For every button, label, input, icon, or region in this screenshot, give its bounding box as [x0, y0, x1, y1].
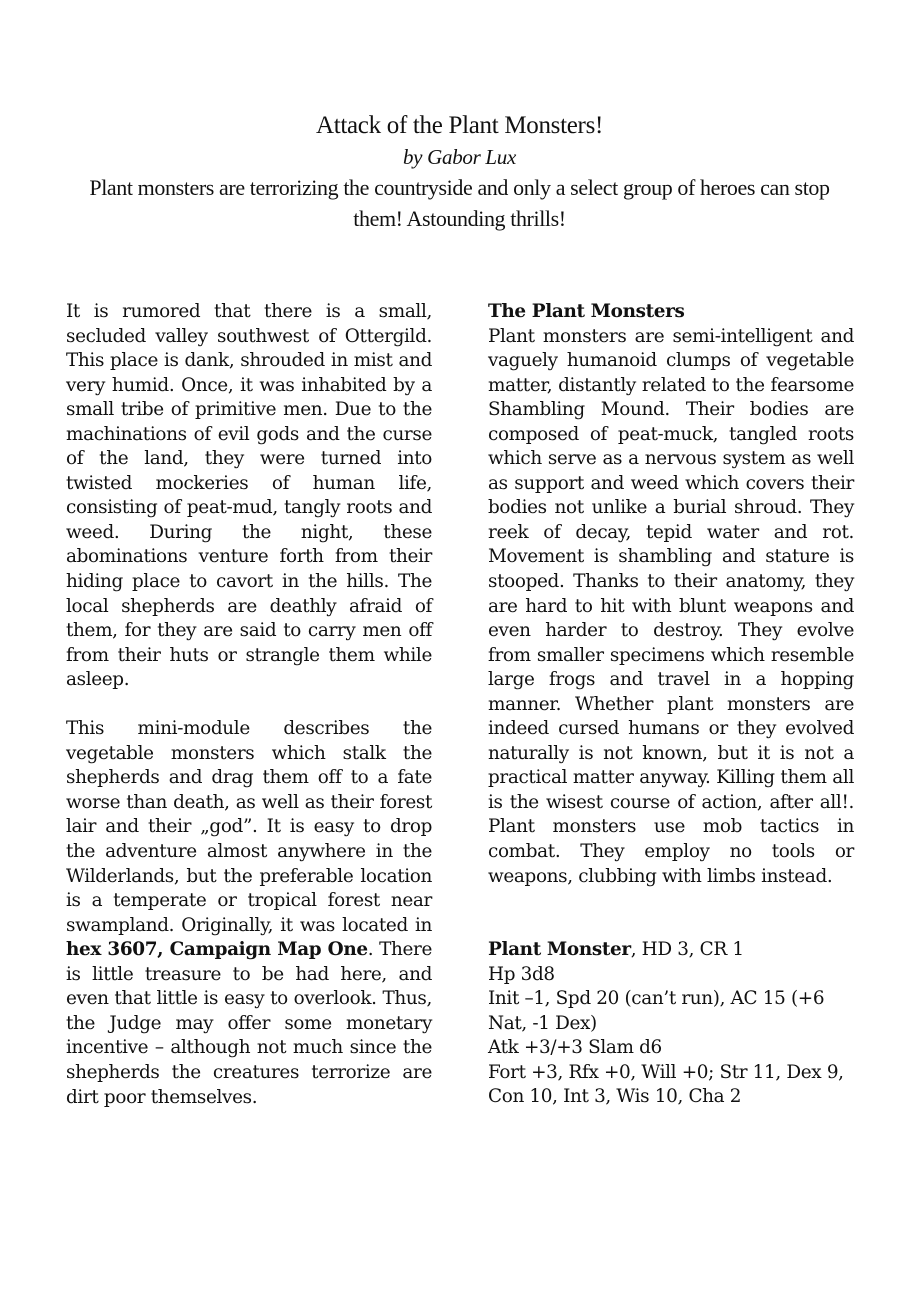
stat-name-line: [488, 938, 854, 963]
intro-paragraph: It is rumored that there is a small, secluded valley southwest of Ottergild. This place is dank, shrouded in mist and very humid. Once, it was inhabited by a small tribe of primitive men. Due to the machinations of evil gods and the curse of the land, they were turned into twisted mockeries of human life, consisting of peat-mud, tangly roots and weed. During the night, these abominations venture forth from their hiding place to cavort in the hills. The local shepherds are deathly afraid of them, for they are said to carry men off from their huts or strangle them while asleep.: [66, 301, 432, 691]
plant-monsters-description: Plant monsters are semi-intelligent and vaguely humanoid clumps of vegetable matter, distantly related to the fearsome Shambling Mound. Their bodies are composed of peat-muck, tangled roots which serve as a nervous system as well as support and weed which covers their bodies not unlike a burial shroud. They reek of decay, tepid water and rot. Movement is shambling and stature is stooped. Thanks to their anatomy, they are hard to hit with blunt weapons and even harder to destroy. They evolve from smaller specimens which resemble large frogs and travel in a hopping manner. Whether plant monsters are indeed cursed humans or they evolved naturally is not known, but it is not a practical matter anyway. Killing them all is the wisest course of action, after all!. Plant monsters use mob tactics in combat. They employ no tools or weapons, clubbing with limbs instead.: [488, 325, 854, 887]
stat-block: [488, 938, 854, 1110]
stat-hp: Hp 3d8: [488, 963, 555, 985]
stat-saves-abilities: Fort +3, Rfx +0, Will +0; Str 11, Dex 9, Con 10, Int 3, Wis 10, Cha 2: [488, 1061, 844, 1108]
monster-name: Plant Monster: [488, 939, 631, 961]
module-description-text-1: This mini-module describes the vegetable monsters which stalk the shepherds and drag them off to a fate worse than death, as well as their forest lair and their „god”. It is easy to drop the adventure almost anywhere in the Wilderlands, but the preferable location is a temperate or tropical forest near swampland. Originally, it was located in: [66, 718, 432, 936]
right-column: [488, 300, 854, 1110]
paragraph-spacer: [66, 693, 432, 718]
module-description-paragraph: [66, 717, 432, 1110]
stat-attack: Atk +3/+3 Slam d6: [488, 1037, 662, 1059]
module-description-text-2: . There is little treasure to be had here, and even that little is easy to overlook. Thus, the Judge may offer some monetary incentive – although not much since the shepherds the creatures terrorize are dirt poor themselves.: [66, 939, 432, 1108]
stat-init: Init –1, Spd 20 (can’t run), AC 15 (+6 Nat, -1 Dex): [488, 988, 825, 1034]
section-spacer: [488, 889, 854, 938]
author-byline: by Gabor Lux: [402, 145, 517, 169]
section-heading-text: The Plant Monsters: [488, 301, 685, 322]
left-column: [66, 300, 432, 1110]
tagline: Plant monsters are terrorizing the countryside and only a select group of heroes can stop them! Astounding thrills!: [89, 175, 830, 231]
document-header: [0, 110, 919, 234]
monster-hd-cr: , HD 3, CR 1: [630, 939, 744, 961]
page-title: Attack of the Plant Monsters!: [315, 112, 604, 139]
hex-location: hex 3607, Campaign Map One: [66, 939, 368, 961]
section-heading: [488, 300, 854, 325]
